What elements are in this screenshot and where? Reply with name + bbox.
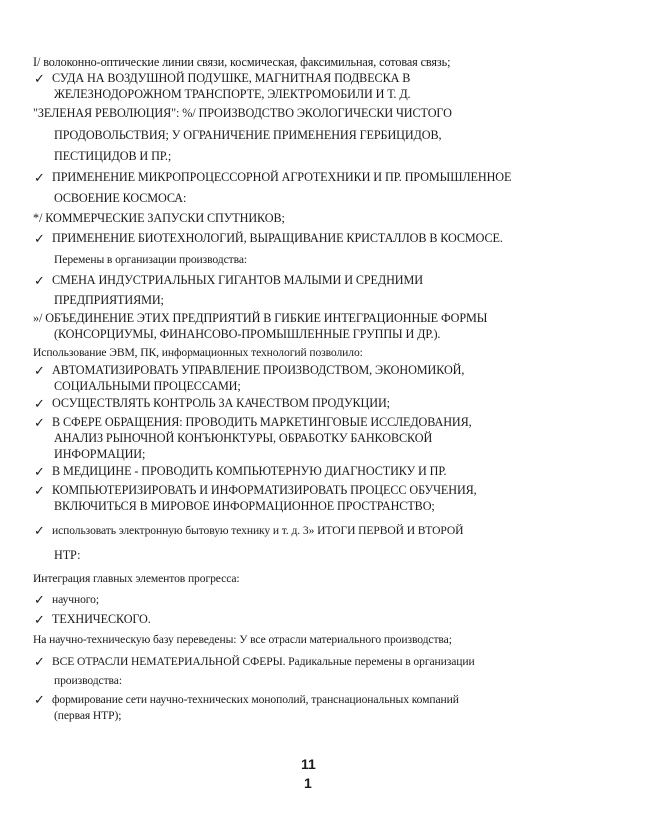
text-line: АНАЛИЗ РЫНОЧНОЙ КОНЪЮНКТУРЫ, ОБРАБОТКУ БАНКОВСКОЙ — [54, 431, 433, 445]
text-line: ПЕСТИЦИДОВ И ПР.; — [54, 149, 172, 163]
check-mark-icon: ✓ — [34, 415, 45, 430]
page-number: 11 — [301, 756, 316, 772]
text-line: использовать электронную бытовую технику и т. д. 3» ИТОГИ ПЕРВОЙ И ВТОРОЙ — [52, 524, 464, 537]
text-line: »/ ОБЪЕДИНЕНИЕ ЭТИХ ПРЕДПРИЯТИЙ В ГИБКИЕ ИНТЕГРАЦИОННЫЕ ФОРМЫ — [33, 311, 488, 325]
text-line: научного; — [52, 593, 99, 606]
check-mark-icon: ✓ — [34, 612, 45, 627]
text-line: (КОНСОРЦИУМЫ, ФИНАНСОВО-ПРОМЫШЛЕННЫЕ ГРУППЫ И ДР.). — [54, 327, 441, 341]
text-line: СМЕНА ИНДУСТРИАЛЬНЫХ ГИГАНТОВ МАЛЫМИ И СРЕДНИМИ — [52, 273, 423, 287]
text-line: НТР: — [54, 548, 81, 562]
text-line: В МЕДИЦИНЕ - ПРОВОДИТЬ КОМПЬЮТЕРНУЮ ДИАГНОСТИКУ И ПР. — [52, 464, 447, 478]
check-mark-icon: ✓ — [34, 273, 45, 288]
check-mark-icon: ✓ — [34, 170, 45, 185]
check-mark-icon: ✓ — [34, 592, 45, 607]
text-line: производства: — [54, 674, 122, 687]
text-line: */ КОММЕРЧЕСКИЕ ЗАПУСКИ СПУТНИКОВ; — [33, 211, 285, 225]
check-mark-icon: ✓ — [34, 483, 45, 498]
text-line: ТЕХНИЧЕСКОГО. — [52, 612, 151, 626]
check-mark-icon: ✓ — [34, 654, 45, 669]
text-line: Интеграция главных элементов прогресса: — [33, 572, 240, 585]
text-line: ОСВОЕНИЕ КОСМОСА: — [54, 191, 187, 205]
page-number-continued: 1 — [304, 775, 312, 791]
text-line: I/ волоконно-оптические линии связи, космическая, факсимильная, сотовая связь; — [33, 55, 451, 69]
check-mark-icon: ✓ — [34, 464, 45, 479]
text-line: СОЦИАЛЬНЫМИ ПРОЦЕССАМИ; — [54, 379, 241, 393]
text-line: На научно-техническую базу переведены: У все отрасли материального производства; — [33, 633, 452, 646]
text-line: КОМПЬЮТЕРИЗИРОВАТЬ И ИНФОРМАТИЗИРОВАТЬ ПРОЦЕСС ОБУЧЕНИЯ, — [52, 483, 477, 497]
check-mark-icon: ✓ — [34, 523, 45, 538]
text-line: "ЗЕЛЕНАЯ РЕВОЛЮЦИЯ": %/ ПРОИЗВОДСТВО ЭКОЛОГИЧЕСКИ ЧИСТОГО — [33, 106, 452, 120]
text-line: ИНФОРМАЦИИ; — [54, 447, 146, 461]
text-line: формирование сети научно-технических монополий, транснациональных компаний — [52, 693, 459, 706]
check-mark-icon: ✓ — [34, 363, 45, 378]
text-line: ОСУЩЕСТВЛЯТЬ КОНТРОЛЬ ЗА КАЧЕСТВОМ ПРОДУКЦИИ; — [52, 396, 390, 410]
text-line: ПРИМЕНЕНИЕ БИОТЕХНОЛОГИЙ, ВЫРАЩИВАНИЕ КРИСТАЛЛОВ В КОСМОСЕ. — [52, 231, 503, 245]
text-line: ПРОДОВОЛЬСТВИЯ; У ОГРАНИЧЕНИЕ ПРИМЕНЕНИЯ ГЕРБИЦИДОВ, — [54, 128, 442, 142]
check-mark-icon: ✓ — [34, 71, 45, 86]
check-mark-icon: ✓ — [34, 396, 45, 411]
text-line: В СФЕРЕ ОБРАЩЕНИЯ: ПРОВОДИТЬ МАРКЕТИНГОВЫЕ ИССЛЕДОВАНИЯ, — [52, 415, 472, 429]
text-line: ЖЕЛЕЗНОДОРОЖНОМ ТРАНСПОРТЕ, ЭЛЕКТРОМОБИЛИ И Т. Д. — [54, 87, 411, 101]
text-line: Перемены в организации производства: — [54, 253, 247, 266]
text-line: ВКЛЮЧИТЬСЯ В МИРОВОЕ ИНФОРМАЦИОННОЕ ПРОСТРАНСТВО; — [54, 499, 435, 513]
text-line: АВТОМАТИЗИРОВАТЬ УПРАВЛЕНИЕ ПРОИЗВОДСТВОМ, ЭКОНОМИКОЙ, — [52, 363, 465, 377]
check-mark-icon: ✓ — [34, 231, 45, 246]
text-line: (первая НТР); — [54, 709, 122, 722]
text-line: СУДА НА ВОЗДУШНОЙ ПОДУШКЕ, МАГНИТНАЯ ПОДВЕСКА В — [52, 71, 411, 85]
text-line: ВСЕ ОТРАСЛИ НЕМАТЕРИАЛЬНОЙ СФЕРЫ. Радикальные перемены в организации — [52, 655, 475, 668]
text-line: ПРИМЕНЕНИЕ МИКРОПРОЦЕССОРНОЙ АГРОТЕХНИКИ И ПР. ПРОМЫШЛЕННОЕ — [52, 170, 512, 184]
text-line: ПРЕДПРИЯТИЯМИ; — [54, 293, 164, 307]
check-mark-icon: ✓ — [34, 692, 45, 707]
text-line: Использование ЭВМ, ПК, информационных технологий позволило: — [33, 346, 363, 359]
